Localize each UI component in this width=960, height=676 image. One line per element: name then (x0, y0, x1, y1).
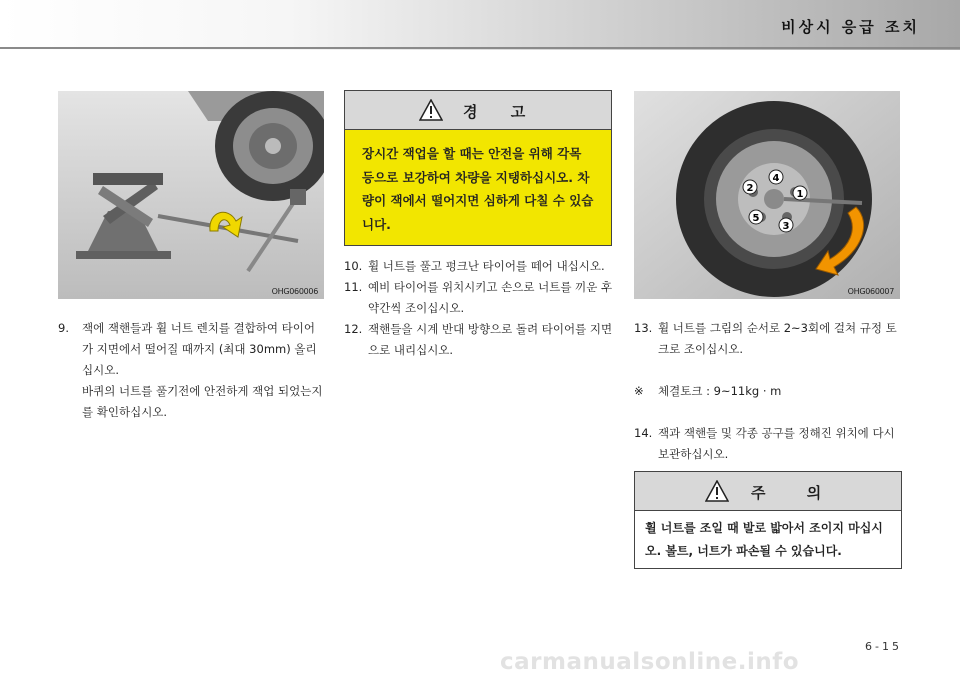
watermark: carmanualsonline.info (500, 649, 800, 675)
step-number: 9. (58, 321, 69, 335)
torque-note (634, 381, 906, 402)
header-divider (0, 47, 960, 49)
warning-text: 장시간 잭업을 할 때는 안전을 위해 각목 등으로 보강하여 차량을 지탱하십시오. 차량이 잭에서 떨어지면 심하게 다칠 수 있습니다. (362, 146, 594, 232)
nut-number-badge (749, 210, 763, 224)
warning-title: 경 고 (463, 103, 540, 121)
figure-code: OHG060006 (271, 287, 318, 296)
caution-box (634, 471, 902, 569)
step-text: 잭핸들을 시계 반대 방향으로 돌려 타이어를 지면으로 내리십시오. (368, 322, 613, 357)
note-mark: ※ (634, 384, 644, 398)
step-number: 13. (634, 321, 653, 335)
nut-number: 1 (796, 189, 804, 200)
right-steps (634, 318, 906, 465)
torque-text: 체결토크 : 9~11kg · m (658, 384, 782, 398)
step-9-note (58, 381, 326, 423)
warning-triangle-icon (419, 99, 443, 121)
caution-title: 주 의 (751, 484, 840, 502)
step-text: 예비 타이어를 위치시키고 손으로 너트를 끼운 후 약간씩 조이십시오. (368, 280, 613, 315)
wheel-illustration (634, 91, 900, 299)
step-11 (344, 277, 616, 319)
middle-steps (344, 256, 616, 361)
step-10 (344, 256, 616, 277)
warning-triangle-icon (705, 480, 729, 502)
step-text: 잭과 잭핸들 및 각종 공구를 정해진 위치에 다시 보관하십시오. (658, 426, 895, 461)
nut-number: 4 (772, 173, 780, 184)
wheel-drawing (634, 91, 900, 299)
step-12 (344, 319, 616, 361)
step-number: 11. (344, 280, 363, 294)
jack-illustration (58, 91, 324, 299)
step-14 (634, 423, 906, 465)
jack-drawing (58, 91, 324, 299)
step-number: 14. (634, 426, 653, 440)
caution-header (635, 472, 901, 511)
caution-text: 휠 너트를 조일 때 발로 밟아서 조이지 마십시오. 볼트, 너트가 파손될 수 있습니다. (645, 521, 883, 558)
nut-number-badge (743, 180, 757, 194)
step-text: 바퀴의 너트를 풀기전에 안전하게 잭업 되었는지를 확인하십시오. (82, 384, 323, 419)
step-text: 휠 너트를 풀고 펑크난 타이어를 떼어 내십시오. (368, 259, 605, 273)
step-number: 10. (344, 259, 363, 273)
page-number: 6-15 (865, 640, 902, 653)
nut-number-badge (769, 170, 783, 184)
nut-number: 3 (782, 221, 790, 232)
page-header (0, 0, 960, 50)
warning-header (345, 91, 611, 130)
figure-code: OHG060007 (847, 287, 894, 296)
section-title: 비상시 응급 조치 (781, 18, 920, 36)
step-13 (634, 318, 906, 360)
step-9 (58, 318, 326, 381)
step-number: 12. (344, 322, 363, 336)
step-text: 잭에 잭핸들과 휠 너트 렌치를 결합하여 타이어가 지면에서 떨어질 때까지 (최대 30mm) 올리십시오. (82, 321, 317, 377)
nut-number-badge (793, 186, 807, 200)
nut-number-badge (779, 218, 793, 232)
nut-number: 5 (752, 213, 760, 224)
left-steps (58, 318, 326, 423)
step-text: 휠 너트를 그림의 순서로 2~3회에 걸쳐 규정 토크로 조이십시오. (658, 321, 897, 356)
nut-number: 2 (746, 183, 754, 194)
warning-box (344, 90, 612, 246)
